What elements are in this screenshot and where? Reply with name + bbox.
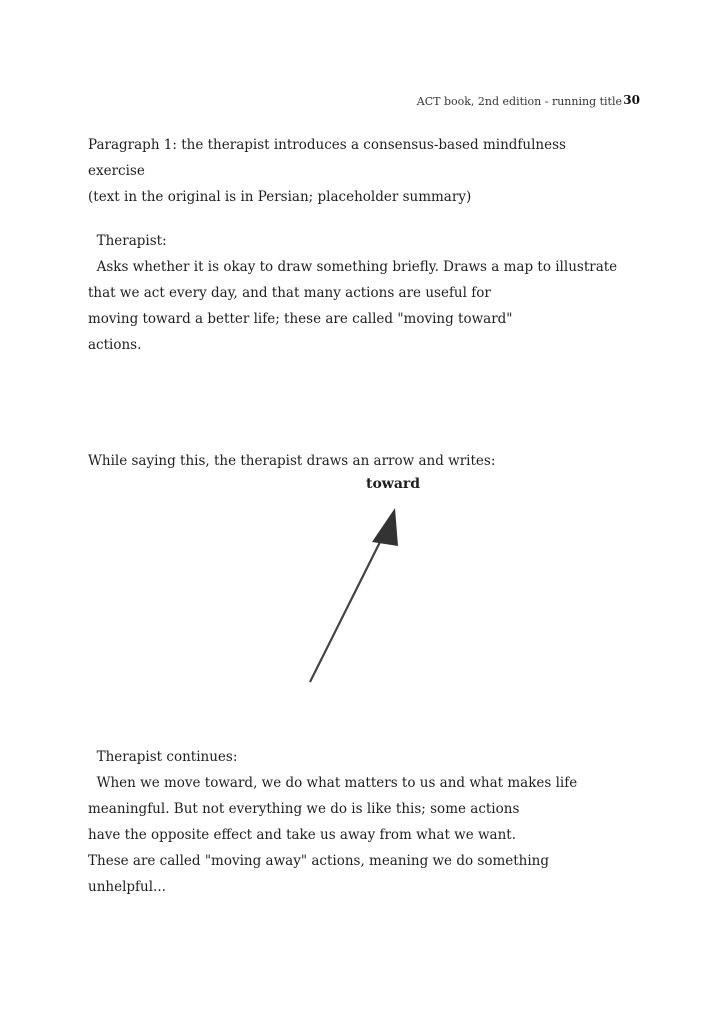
dialogue-text: When we move toward, we do what matters to us and what makes life meaningful. But not everything we do is like this; some actions have the opposite effect and take us away from what we want. These are called "moving away" actions, meaning we do something unhelpful... — [88, 775, 578, 895]
intro-paragraph: Paragraph 1: the therapist introduces a consensus-based mindfulness exercise (text in the original is in Persian; placeholder summary) — [88, 137, 566, 205]
arrow-label: toward — [366, 476, 421, 492]
running-title: ACT book, 2nd edition - running title — [416, 95, 622, 108]
dialogue-block-1 — [88, 202, 624, 358]
stage-direction: While saying this, the therapist draws an arrow and writes: — [88, 453, 496, 469]
page-number: 30 — [623, 93, 640, 107]
dialogue-block-2 — [88, 718, 624, 900]
speaker-label: Therapist continues: — [96, 749, 238, 765]
toward-arrow-figure — [300, 500, 420, 690]
speaker-label: Therapist: — [96, 233, 167, 249]
dialogue-text: Asks whether it is okay to draw something briefly. Draws a map to illustrate that we act every day, and that many actions are useful for moving toward a better life; these are called "moving toward" actions. — [88, 259, 618, 353]
